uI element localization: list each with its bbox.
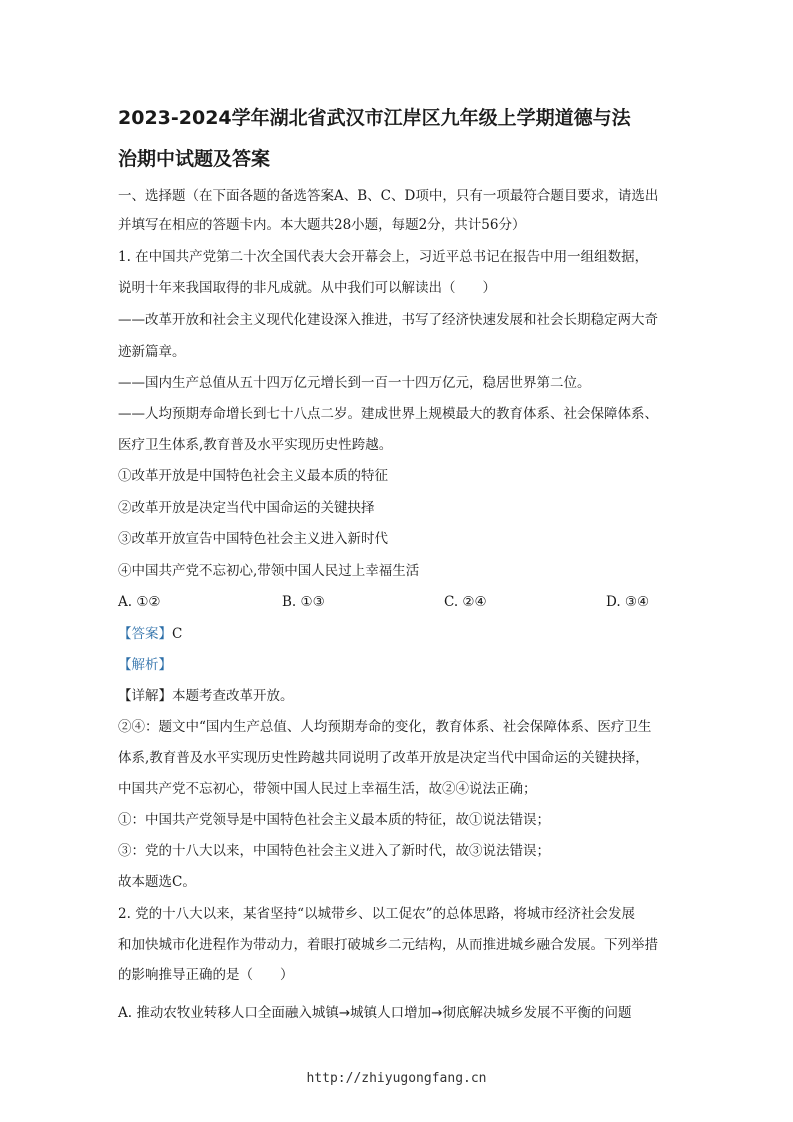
q1-option-d: D. ③④ bbox=[606, 594, 650, 610]
q2-stem-line-2: 和加快城市化进程作为带动力，着眼打破城乡二元结构，从而推进城乡融合发展。下列举措 bbox=[118, 937, 658, 953]
arrow-right-icon: → bbox=[431, 1005, 443, 1021]
document-title-line-1: 2023-2024学年湖北省武汉市江岸区九年级上学期道德与法 bbox=[118, 107, 631, 129]
q1-option-b: B. ①③ bbox=[282, 594, 325, 610]
detail-tag: 【详解】 bbox=[118, 688, 172, 704]
q1-explain-3: ③：党的十八大以来，中国特色社会主义进入了新时代，故③说法错误； bbox=[118, 843, 550, 859]
q2-stem-line-3: 的影响推导正确的是（ ） bbox=[118, 967, 294, 983]
q1-answer bbox=[118, 625, 182, 643]
q1-explain-1a: ②④：题文中“国内生产总值、人均预期寿命的变化，教育体系、社会保障体系、医疗卫生 bbox=[118, 719, 652, 735]
arrow-right-icon: → bbox=[338, 1005, 351, 1021]
q1-data-3a: ——人均预期寿命增长到七十八点二岁。建成世界上规模最大的教育体系、社会保障体系、 bbox=[118, 406, 658, 422]
q1-explain-4: 故本题选C。 bbox=[118, 874, 196, 890]
footer-url[interactable]: http://zhiyugongfang.cn bbox=[306, 1071, 487, 1086]
q1-option-c: C. ②④ bbox=[444, 594, 487, 610]
q1-statement-2: ②改革开放是决定当代中国命运的关键抉择 bbox=[118, 500, 375, 516]
q1-option-a: A. ①② bbox=[118, 594, 161, 610]
answer-tag: 【答案】 bbox=[118, 626, 172, 642]
q2-option-a bbox=[118, 1004, 631, 1022]
q2-stem-line-1: 2. 党的十八大以来，某省坚持“以城带乡、以工促农”的总体思路，将城市经济社会发展 bbox=[118, 906, 635, 922]
q1-statement-4: ④中国共产党不忘初心,带领中国人民过上幸福生活 bbox=[118, 563, 420, 579]
q1-stem-line-2: 说明十年来我国取得的非凡成就。从中我们可以解读出（ ） bbox=[118, 280, 496, 296]
q1-stem-line-1: 1. 在中国共产党第二十次全国代表大会开幕会上，习近平总书记在报告中用一组组数据， bbox=[118, 249, 649, 265]
q2-option-a-part-2: 城镇人口增加 bbox=[350, 1005, 432, 1021]
q1-explain-1c: 中国共产党不忘初心，带领中国人民过上幸福生活，故②④说法正确； bbox=[118, 781, 537, 797]
q1-statement-3: ③改革开放宣告中国特色社会主义进入新时代 bbox=[118, 531, 388, 547]
q2-option-a-part-3: 彻底解决城乡发展不平衡的问题 bbox=[442, 1005, 632, 1021]
q2-option-a-part-1: A. 推动农牧业转移人口全面融入城镇 bbox=[118, 1005, 339, 1021]
analysis-tag: 【解析】 bbox=[118, 657, 172, 673]
q1-explain-2: ①：中国共产党领导是中国特色社会主义最本质的特征，故①说法错误； bbox=[118, 812, 550, 828]
q1-explain-1b: 体系,教育普及水平实现历史性跨越共同说明了改革开放是决定当代中国命运的关键抉择， bbox=[118, 750, 649, 766]
q1-analysis bbox=[118, 656, 172, 674]
section-heading-line-1: 一、选择题（在下面各题的备选答案A、B、C、D项中，只有一项最符合题目要求，请选出 bbox=[118, 188, 659, 204]
q1-data-2: ——国内生产总值从五十四万亿元增长到一百一十四万亿元，稳居世界第二位。 bbox=[118, 375, 591, 391]
document-title-line-2: 治期中试题及答案 bbox=[118, 148, 271, 170]
q1-detail bbox=[118, 687, 294, 705]
q1-statement-1: ①改革开放是中国特色社会主义最本质的特征 bbox=[118, 468, 388, 484]
answer-value: C bbox=[172, 626, 183, 642]
section-heading-line-2: 并填写在相应的答题卡内。本大题共28小题，每题2分，共计56分） bbox=[118, 217, 526, 233]
q1-data-3b: 医疗卫生体系,教育普及水平实现历史性跨越。 bbox=[118, 437, 393, 453]
detail-text: 本题考查改革开放。 bbox=[172, 688, 294, 704]
q1-data-1b: 迹新篇章。 bbox=[118, 344, 186, 360]
q1-data-1a: ——改革开放和社会主义现代化建设深入推进，书写了经济快速发展和社会长期稳定两大奇 bbox=[118, 312, 658, 328]
